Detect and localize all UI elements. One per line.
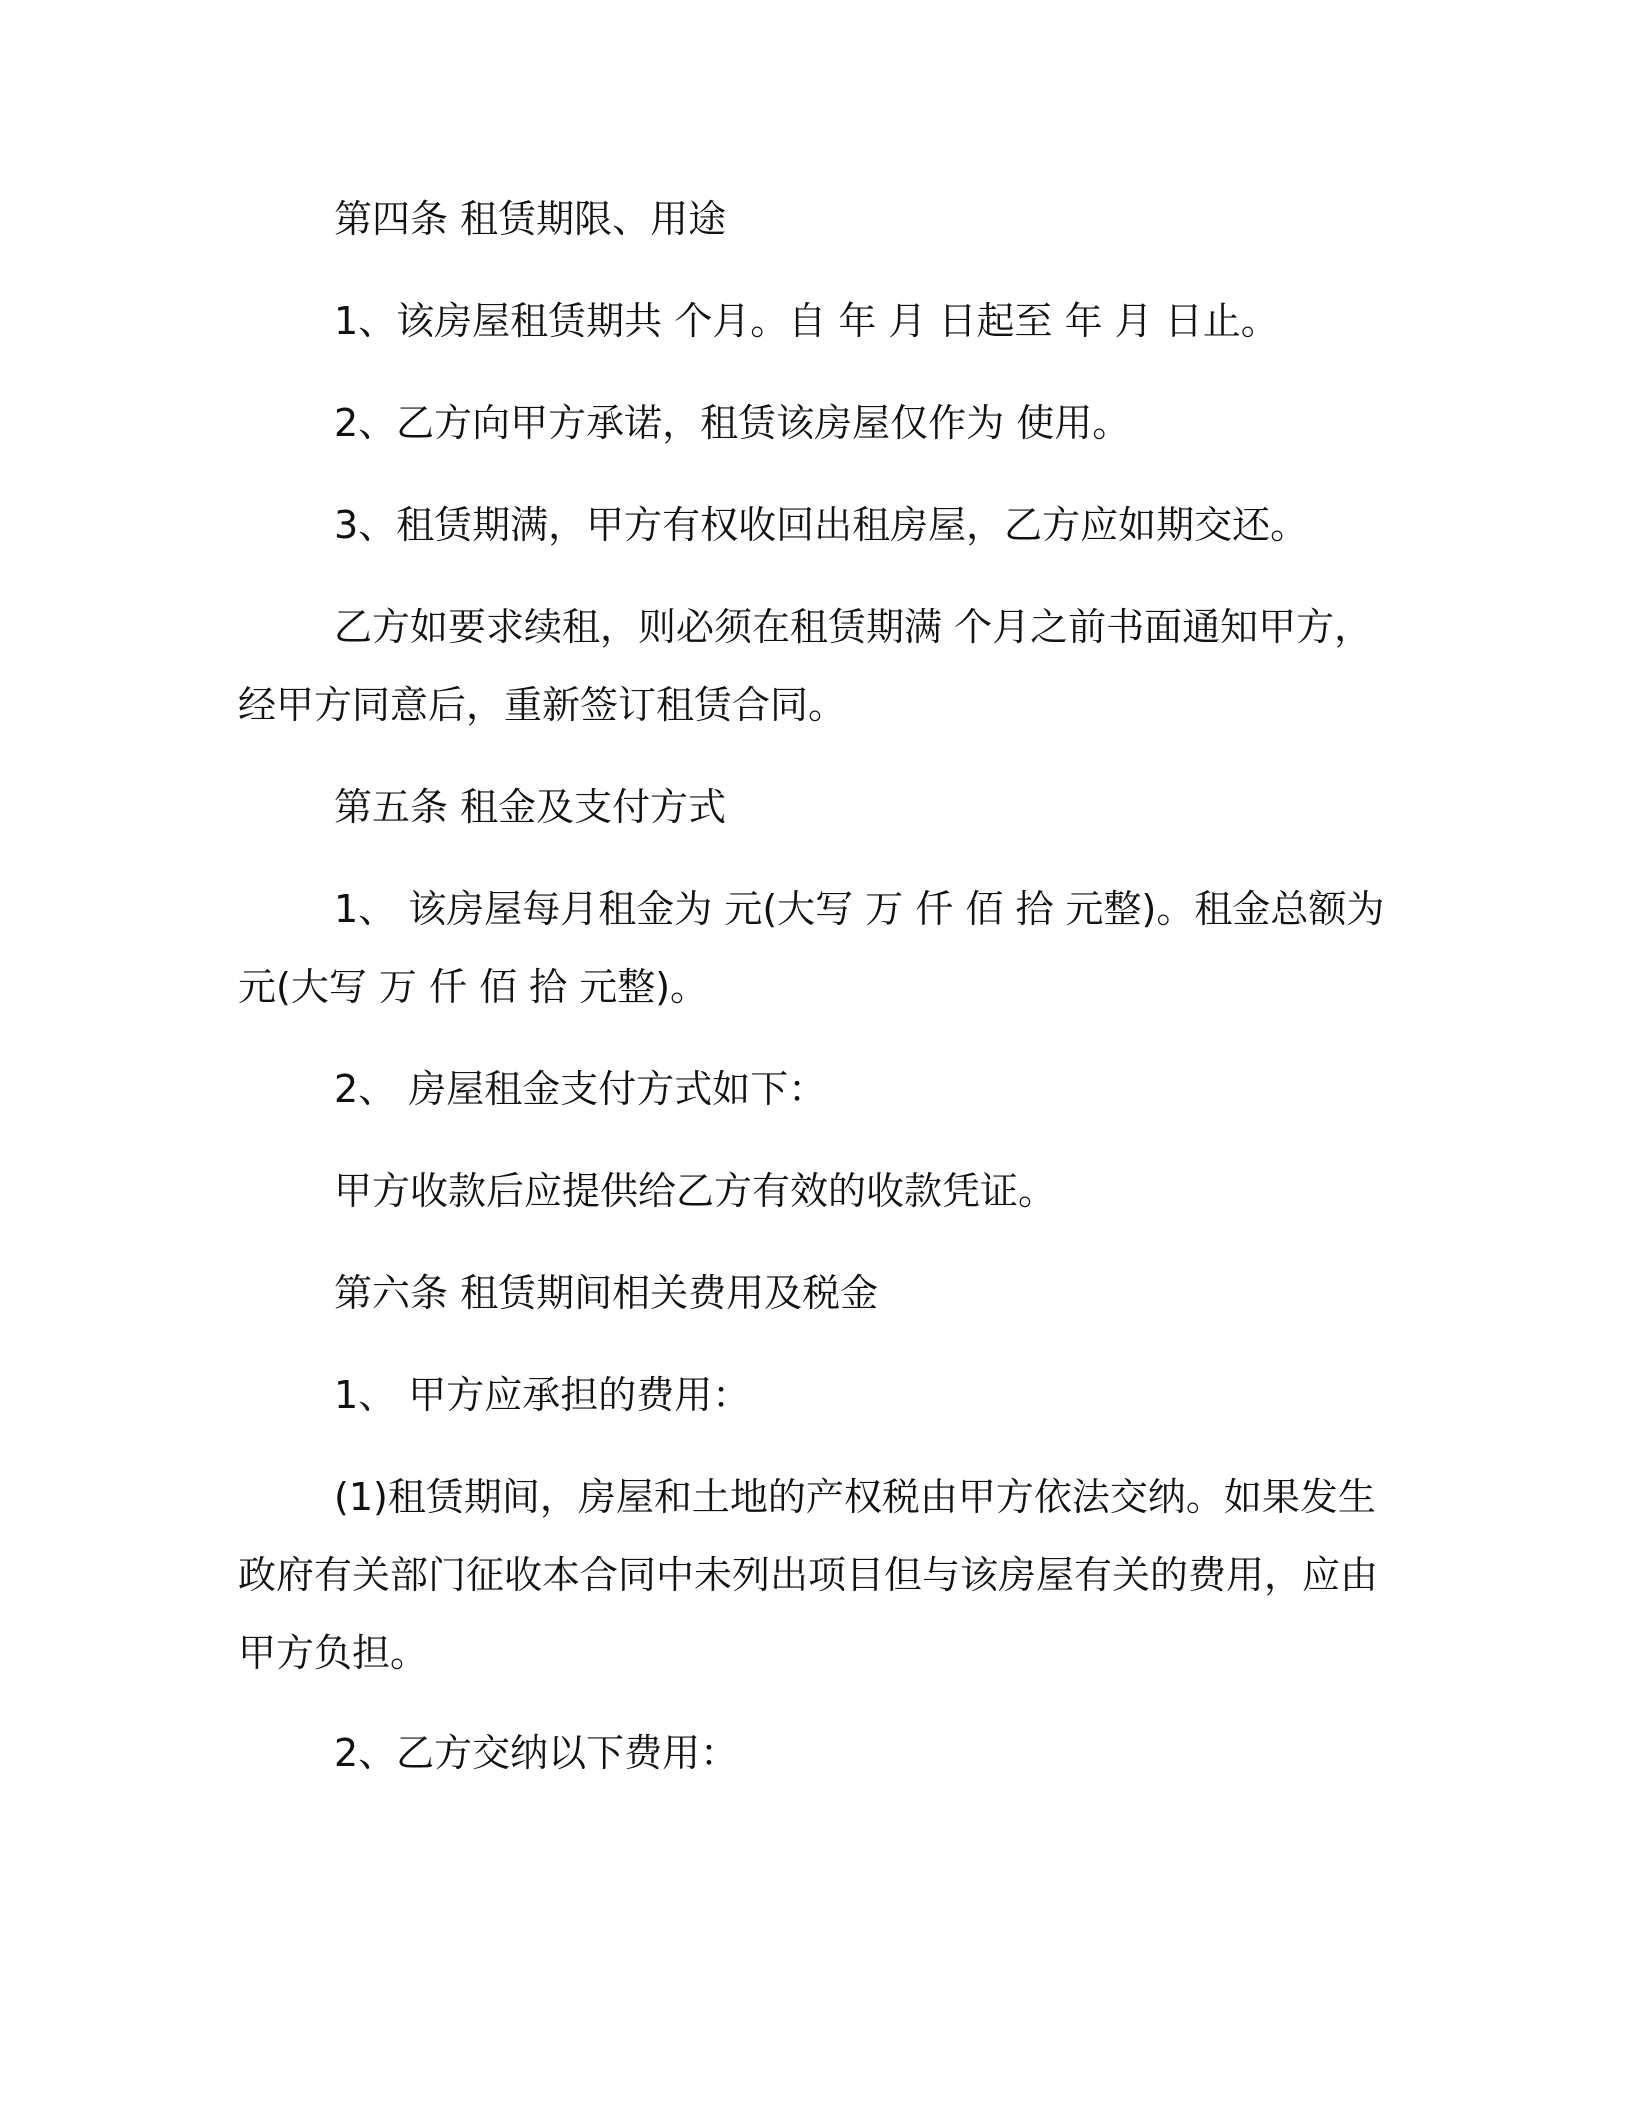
- paragraph-rent-amount: 1、 该房屋每月租金为 元(大写 万 仟 佰 拾 元整)。租金总额为 元(大写 万 仟 佰 拾 元整)。: [238, 887, 1385, 1009]
- paragraph-renewal: 乙方如要求续租，则必须在租赁期满 个月之前书面通知甲方，经甲方同意后，重新签订租赁合同。: [238, 605, 1373, 727]
- paragraph-party-b-fees: 2、乙方交纳以下费用：: [334, 1731, 739, 1775]
- paragraph-property-tax: (1)租赁期间，房屋和土地的产权税由甲方依法交纳。如果发生政府有关部门征收本合同中未列出项目但与该房屋有关的费用，应由甲方负担。: [238, 1475, 1379, 1675]
- paragraph-lease-term: 1、该房屋租赁期共 个月。自 年 月 日起至 年 月 日止。: [334, 299, 1279, 343]
- paragraph-lease-expiry: 3、租赁期满，甲方有权收回出租房屋，乙方应如期交还。: [334, 503, 1309, 547]
- article-6-heading: 第六条 租赁期间相关费用及税金: [334, 1271, 879, 1315]
- article-4-heading: 第四条 租赁期限、用途: [334, 197, 727, 241]
- paragraph-receipt: 甲方收款后应提供给乙方有效的收款凭证。: [334, 1169, 1057, 1213]
- article-5-heading: 第五条 租金及支付方式: [334, 785, 727, 829]
- paragraph-lease-use: 2、乙方向甲方承诺，租赁该房屋仅作为 使用。: [334, 401, 1131, 445]
- paragraph-payment-method: 2、 房屋租金支付方式如下：: [334, 1067, 827, 1111]
- paragraph-party-a-fees: 1、 甲方应承担的费用：: [334, 1373, 751, 1417]
